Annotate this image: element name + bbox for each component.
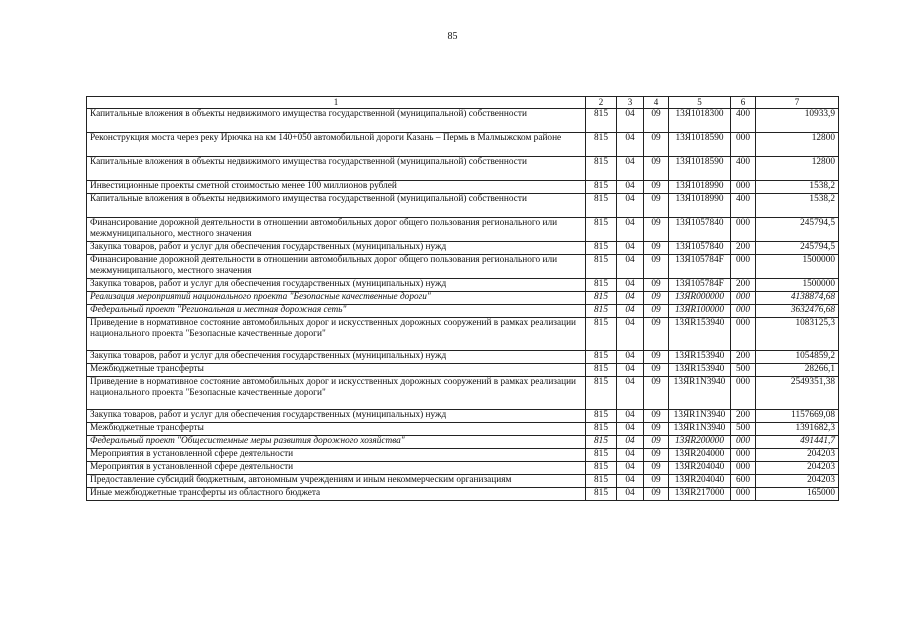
table-row bbox=[87, 181, 839, 194]
cell-description: Мероприятия в установленной сфере деятельности bbox=[87, 449, 586, 462]
table-row bbox=[87, 292, 839, 305]
table-row bbox=[87, 305, 839, 318]
table-row bbox=[87, 157, 839, 181]
cell-description: Закупка товаров, работ и услуг для обеспечения государственных (муниципальных) нужд bbox=[87, 279, 586, 292]
cell-ministry-code: 815 bbox=[586, 194, 617, 218]
table-row bbox=[87, 218, 839, 242]
cell-ministry-code: 815 bbox=[586, 279, 617, 292]
cell-description: Федеральный проект "Общесистемные меры развития дорожного хозяйства" bbox=[87, 436, 586, 449]
cell-subsection: 09 bbox=[644, 364, 669, 377]
cell-target-article: 13ЯR100000 bbox=[669, 305, 731, 318]
cell-expense-type: 000 bbox=[731, 318, 756, 351]
cell-section: 04 bbox=[617, 475, 644, 488]
cell-section: 04 bbox=[617, 488, 644, 501]
cell-expense-type: 400 bbox=[731, 157, 756, 181]
cell-ministry-code: 815 bbox=[586, 157, 617, 181]
cell-ministry-code: 815 bbox=[586, 475, 617, 488]
cell-amount: 1391682,3 bbox=[756, 423, 839, 436]
cell-amount: 12800 bbox=[756, 157, 839, 181]
cell-expense-type: 400 bbox=[731, 109, 756, 133]
cell-section: 04 bbox=[617, 436, 644, 449]
table-row bbox=[87, 194, 839, 218]
cell-amount: 204203 bbox=[756, 475, 839, 488]
cell-ministry-code: 815 bbox=[586, 351, 617, 364]
cell-section: 04 bbox=[617, 133, 644, 157]
cell-section: 04 bbox=[617, 364, 644, 377]
header-col-7: 7 bbox=[756, 97, 839, 109]
cell-description: Приведение в нормативное состояние автомобильных дорог и искусственных дорожных сооружений в рамках реализации национального проекта "Безопасные качественные дороги" bbox=[87, 377, 586, 410]
cell-subsection: 09 bbox=[644, 242, 669, 255]
cell-amount: 1538,2 bbox=[756, 194, 839, 218]
cell-amount: 10933,9 bbox=[756, 109, 839, 133]
cell-description: Реализация мероприятий национального проекта "Безопасные качественные дороги" bbox=[87, 292, 586, 305]
cell-section: 04 bbox=[617, 255, 644, 279]
cell-expense-type: 000 bbox=[731, 449, 756, 462]
cell-amount: 1538,2 bbox=[756, 181, 839, 194]
page-number: 85 bbox=[447, 31, 458, 42]
cell-target-article: 13ЯR204000 bbox=[669, 449, 731, 462]
header-col-4: 4 bbox=[644, 97, 669, 109]
cell-subsection: 09 bbox=[644, 157, 669, 181]
cell-ministry-code: 815 bbox=[586, 423, 617, 436]
cell-target-article: 13ЯR153940 bbox=[669, 351, 731, 364]
cell-target-article: 13Я105784F bbox=[669, 279, 731, 292]
cell-section: 04 bbox=[617, 279, 644, 292]
table-row bbox=[87, 410, 839, 423]
cell-expense-type: 600 bbox=[731, 475, 756, 488]
cell-ministry-code: 815 bbox=[586, 181, 617, 194]
cell-subsection: 09 bbox=[644, 351, 669, 364]
cell-description: Мероприятия в установленной сфере деятельности bbox=[87, 462, 586, 475]
table-row bbox=[87, 462, 839, 475]
table-row bbox=[87, 488, 839, 501]
cell-target-article: 13Я1057840 bbox=[669, 242, 731, 255]
cell-section: 04 bbox=[617, 410, 644, 423]
cell-target-article: 13ЯR200000 bbox=[669, 436, 731, 449]
cell-expense-type: 200 bbox=[731, 242, 756, 255]
cell-amount: 1083125,3 bbox=[756, 318, 839, 351]
cell-subsection: 09 bbox=[644, 449, 669, 462]
cell-expense-type: 200 bbox=[731, 279, 756, 292]
cell-amount: 1500000 bbox=[756, 255, 839, 279]
cell-subsection: 09 bbox=[644, 133, 669, 157]
cell-ministry-code: 815 bbox=[586, 318, 617, 351]
cell-ministry-code: 815 bbox=[586, 462, 617, 475]
table-row bbox=[87, 377, 839, 410]
cell-ministry-code: 815 bbox=[586, 449, 617, 462]
cell-section: 04 bbox=[617, 351, 644, 364]
cell-section: 04 bbox=[617, 292, 644, 305]
cell-target-article: 13ЯR1N3940 bbox=[669, 423, 731, 436]
table-row bbox=[87, 436, 839, 449]
cell-description: Финансирование дорожной деятельности в отношении автомобильных дорог общего пользования регионального или межмуниципального, местного значения bbox=[87, 255, 586, 279]
cell-amount: 12800 bbox=[756, 133, 839, 157]
cell-subsection: 09 bbox=[644, 181, 669, 194]
cell-subsection: 09 bbox=[644, 436, 669, 449]
cell-section: 04 bbox=[617, 242, 644, 255]
cell-description: Закупка товаров, работ и услуг для обеспечения государственных (муниципальных) нужд bbox=[87, 242, 586, 255]
cell-amount: 491441,7 bbox=[756, 436, 839, 449]
cell-target-article: 13ЯR153940 bbox=[669, 318, 731, 351]
cell-ministry-code: 815 bbox=[586, 410, 617, 423]
cell-amount: 165000 bbox=[756, 488, 839, 501]
cell-amount: 3632476,68 bbox=[756, 305, 839, 318]
cell-section: 04 bbox=[617, 157, 644, 181]
cell-ministry-code: 815 bbox=[586, 305, 617, 318]
cell-expense-type: 000 bbox=[731, 488, 756, 501]
cell-subsection: 09 bbox=[644, 255, 669, 279]
cell-description: Федеральный проект "Региональная и местная дорожная сеть" bbox=[87, 305, 586, 318]
cell-amount: 204203 bbox=[756, 449, 839, 462]
cell-subsection: 09 bbox=[644, 377, 669, 410]
cell-description: Капитальные вложения в объекты недвижимого имущества государственной (муниципальной) собственности bbox=[87, 194, 586, 218]
cell-ministry-code: 815 bbox=[586, 133, 617, 157]
cell-section: 04 bbox=[617, 449, 644, 462]
cell-expense-type: 200 bbox=[731, 410, 756, 423]
cell-description: Инвестиционные проекты сметной стоимостью менее 100 миллионов рублей bbox=[87, 181, 586, 194]
cell-description: Реконструкция моста через реку Ирючка на км 140+050 автомобильной дороги Казань – Пермь в Малмыжском районе bbox=[87, 133, 586, 157]
cell-target-article: 13Я1018590 bbox=[669, 133, 731, 157]
cell-target-article: 13ЯR153940 bbox=[669, 364, 731, 377]
cell-subsection: 09 bbox=[644, 318, 669, 351]
cell-expense-type: 000 bbox=[731, 292, 756, 305]
cell-subsection: 09 bbox=[644, 194, 669, 218]
header-col-1: 1 bbox=[87, 97, 586, 109]
cell-expense-type: 000 bbox=[731, 181, 756, 194]
cell-amount: 28266,1 bbox=[756, 364, 839, 377]
cell-target-article: 13ЯR000000 bbox=[669, 292, 731, 305]
cell-target-article: 13ЯR204040 bbox=[669, 462, 731, 475]
cell-description: Межбюджетные трансферты bbox=[87, 423, 586, 436]
cell-expense-type: 400 bbox=[731, 194, 756, 218]
cell-expense-type: 000 bbox=[731, 462, 756, 475]
cell-target-article: 13Я1057840 bbox=[669, 218, 731, 242]
cell-target-article: 13Я1018300 bbox=[669, 109, 731, 133]
table-row bbox=[87, 364, 839, 377]
cell-expense-type: 000 bbox=[731, 377, 756, 410]
cell-target-article: 13Я105784F bbox=[669, 255, 731, 279]
cell-subsection: 09 bbox=[644, 488, 669, 501]
cell-amount: 4138874,68 bbox=[756, 292, 839, 305]
table-row bbox=[87, 109, 839, 133]
cell-subsection: 09 bbox=[644, 305, 669, 318]
table-body bbox=[87, 109, 839, 501]
table-header-row bbox=[87, 97, 839, 109]
cell-subsection: 09 bbox=[644, 279, 669, 292]
cell-section: 04 bbox=[617, 423, 644, 436]
cell-target-article: 13Я1018990 bbox=[669, 194, 731, 218]
cell-ministry-code: 815 bbox=[586, 364, 617, 377]
table-row bbox=[87, 318, 839, 351]
table-row bbox=[87, 475, 839, 488]
header-col-6: 6 bbox=[731, 97, 756, 109]
cell-description: Финансирование дорожной деятельности в отношении автомобильных дорог общего пользования регионального или межмуниципального, местного значения bbox=[87, 218, 586, 242]
cell-description: Закупка товаров, работ и услуг для обеспечения государственных (муниципальных) нужд bbox=[87, 351, 586, 364]
cell-ministry-code: 815 bbox=[586, 436, 617, 449]
table-row bbox=[87, 449, 839, 462]
cell-subsection: 09 bbox=[644, 410, 669, 423]
table-row bbox=[87, 133, 839, 157]
cell-expense-type: 500 bbox=[731, 423, 756, 436]
cell-expense-type: 000 bbox=[731, 305, 756, 318]
cell-expense-type: 000 bbox=[731, 218, 756, 242]
cell-ministry-code: 815 bbox=[586, 255, 617, 279]
cell-expense-type: 200 bbox=[731, 351, 756, 364]
cell-amount: 245794,5 bbox=[756, 242, 839, 255]
cell-target-article: 13Я1018590 bbox=[669, 157, 731, 181]
cell-amount: 1157669,08 bbox=[756, 410, 839, 423]
cell-target-article: 13ЯR204040 bbox=[669, 475, 731, 488]
cell-amount: 1054859,2 bbox=[756, 351, 839, 364]
cell-amount: 2549351,38 bbox=[756, 377, 839, 410]
cell-target-article: 13ЯR1N3940 bbox=[669, 377, 731, 410]
cell-expense-type: 500 bbox=[731, 364, 756, 377]
cell-section: 04 bbox=[617, 218, 644, 242]
cell-description: Капитальные вложения в объекты недвижимого имущества государственной (муниципальной) собственности bbox=[87, 109, 586, 133]
cell-description: Закупка товаров, работ и услуг для обеспечения государственных (муниципальных) нужд bbox=[87, 410, 586, 423]
cell-ministry-code: 815 bbox=[586, 242, 617, 255]
cell-description: Межбюджетные трансферты bbox=[87, 364, 586, 377]
cell-ministry-code: 815 bbox=[586, 109, 617, 133]
cell-description: Приведение в нормативное состояние автомобильных дорог и искусственных дорожных сооружений в рамках реализации национального проекта "Безопасные качественные дороги" bbox=[87, 318, 586, 351]
table-row bbox=[87, 255, 839, 279]
cell-section: 04 bbox=[617, 305, 644, 318]
cell-amount: 245794,5 bbox=[756, 218, 839, 242]
cell-subsection: 09 bbox=[644, 423, 669, 436]
cell-target-article: 13ЯR1N3940 bbox=[669, 410, 731, 423]
cell-target-article: 13ЯR217000 bbox=[669, 488, 731, 501]
table-row bbox=[87, 242, 839, 255]
cell-amount: 1500000 bbox=[756, 279, 839, 292]
cell-expense-type: 000 bbox=[731, 436, 756, 449]
cell-section: 04 bbox=[617, 462, 644, 475]
cell-section: 04 bbox=[617, 109, 644, 133]
cell-ministry-code: 815 bbox=[586, 218, 617, 242]
cell-description: Иные межбюджетные трансферты из областного бюджета bbox=[87, 488, 586, 501]
header-col-2: 2 bbox=[586, 97, 617, 109]
cell-target-article: 13Я1018990 bbox=[669, 181, 731, 194]
cell-subsection: 09 bbox=[644, 109, 669, 133]
cell-amount: 204203 bbox=[756, 462, 839, 475]
header-col-5: 5 bbox=[669, 97, 731, 109]
cell-section: 04 bbox=[617, 318, 644, 351]
budget-table bbox=[86, 96, 839, 501]
cell-subsection: 09 bbox=[644, 475, 669, 488]
cell-section: 04 bbox=[617, 194, 644, 218]
cell-ministry-code: 815 bbox=[586, 377, 617, 410]
cell-subsection: 09 bbox=[644, 292, 669, 305]
cell-ministry-code: 815 bbox=[586, 488, 617, 501]
cell-expense-type: 000 bbox=[731, 133, 756, 157]
cell-description: Предоставление субсидий бюджетным, автономным учреждениям и иным некоммерческим организациям bbox=[87, 475, 586, 488]
cell-subsection: 09 bbox=[644, 218, 669, 242]
header-col-3: 3 bbox=[617, 97, 644, 109]
table-row bbox=[87, 279, 839, 292]
cell-description: Капитальные вложения в объекты недвижимого имущества государственной (муниципальной) собственности bbox=[87, 157, 586, 181]
cell-subsection: 09 bbox=[644, 462, 669, 475]
cell-ministry-code: 815 bbox=[586, 292, 617, 305]
cell-section: 04 bbox=[617, 181, 644, 194]
cell-expense-type: 000 bbox=[731, 255, 756, 279]
table-row bbox=[87, 423, 839, 436]
table-row bbox=[87, 351, 839, 364]
cell-section: 04 bbox=[617, 377, 644, 410]
